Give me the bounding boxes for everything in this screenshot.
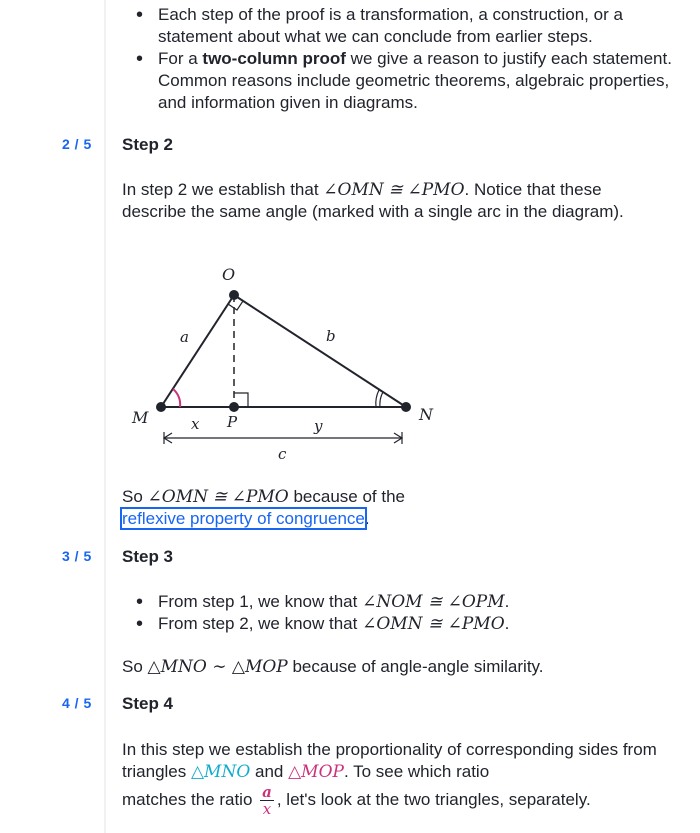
- angle-arc-m: [173, 389, 180, 407]
- ratio-fraction: $\frac{a}{x}$: [262, 783, 272, 818]
- intro-bullet: • For a two-column proof we give a reason to justify each statement. Common reasons include geometric theorems, algebraic properties, and information given in diagrams.: [158, 48, 682, 114]
- step-number: 3 / 5: [62, 548, 92, 564]
- bold-term: two-column proof: [202, 49, 346, 68]
- step2-conclusion: So ∠OMN ≅ ∠PMO because of the reflexive property of congruence.: [122, 487, 406, 528]
- label-m: M: [132, 408, 149, 427]
- point-o: [229, 290, 239, 300]
- angle-arc-n2: [376, 390, 379, 407]
- step-title: Step 4: [122, 694, 174, 713]
- label-y: y: [314, 417, 323, 435]
- step3-bullets: [122, 591, 682, 635]
- reflexive-property-link[interactable]: reflexive property of congruence: [122, 509, 365, 528]
- step2-intro: In step 2 we establish that ∠OMN ≅ ∠PMO. Notice that these describe the same angle (marked with a single arc in the diagram).: [122, 180, 624, 221]
- step3-bullet: • From step 1, we know that ∠NOM ≅ ∠OPM.: [158, 591, 682, 613]
- step-title: Step 3: [122, 547, 174, 566]
- step3-conclusion: So △MNO ∼ △MOP because of angle-angle similarity.: [122, 657, 544, 677]
- side-mo: [161, 295, 234, 407]
- left-rail: [104, 0, 106, 833]
- label-o: O: [222, 265, 236, 284]
- label-x: x: [191, 415, 200, 433]
- step3-bullet: • From step 2, we know that ∠OMN ≅ ∠PMO.: [158, 613, 682, 635]
- label-b: b: [326, 327, 336, 345]
- step4-paragraph: In this step we establish the proportionality of corresponding sides from triangles △MNO and △MOP. To see which ratio: [122, 740, 657, 782]
- triangle-mop: △MOP: [288, 762, 344, 782]
- label-a: a: [180, 328, 189, 346]
- side-on: [234, 295, 406, 407]
- angle-arc-n: [380, 392, 383, 407]
- intro-bullets: [122, 4, 682, 114]
- label-c: c: [278, 445, 287, 463]
- triangle-diagram: [118, 255, 438, 475]
- step-number: 4 / 5: [62, 695, 92, 711]
- step-number: 2 / 5: [62, 136, 92, 152]
- step-title: Step 2: [122, 135, 174, 154]
- point-n: [401, 402, 411, 412]
- point-p: [229, 402, 239, 412]
- triangle-mno: △MNO: [190, 762, 251, 782]
- label-p: P: [227, 413, 238, 431]
- intro-bullet: • Each step of the proof is a transformation, a construction, or a statement about what we can conclude from earlier steps.: [158, 4, 682, 48]
- point-m: [156, 402, 166, 412]
- label-n: N: [419, 405, 433, 424]
- step4-ratio-line: matches the ratio $\frac{a}{x}$ , let's look at the two triangles, separately.: [122, 783, 591, 818]
